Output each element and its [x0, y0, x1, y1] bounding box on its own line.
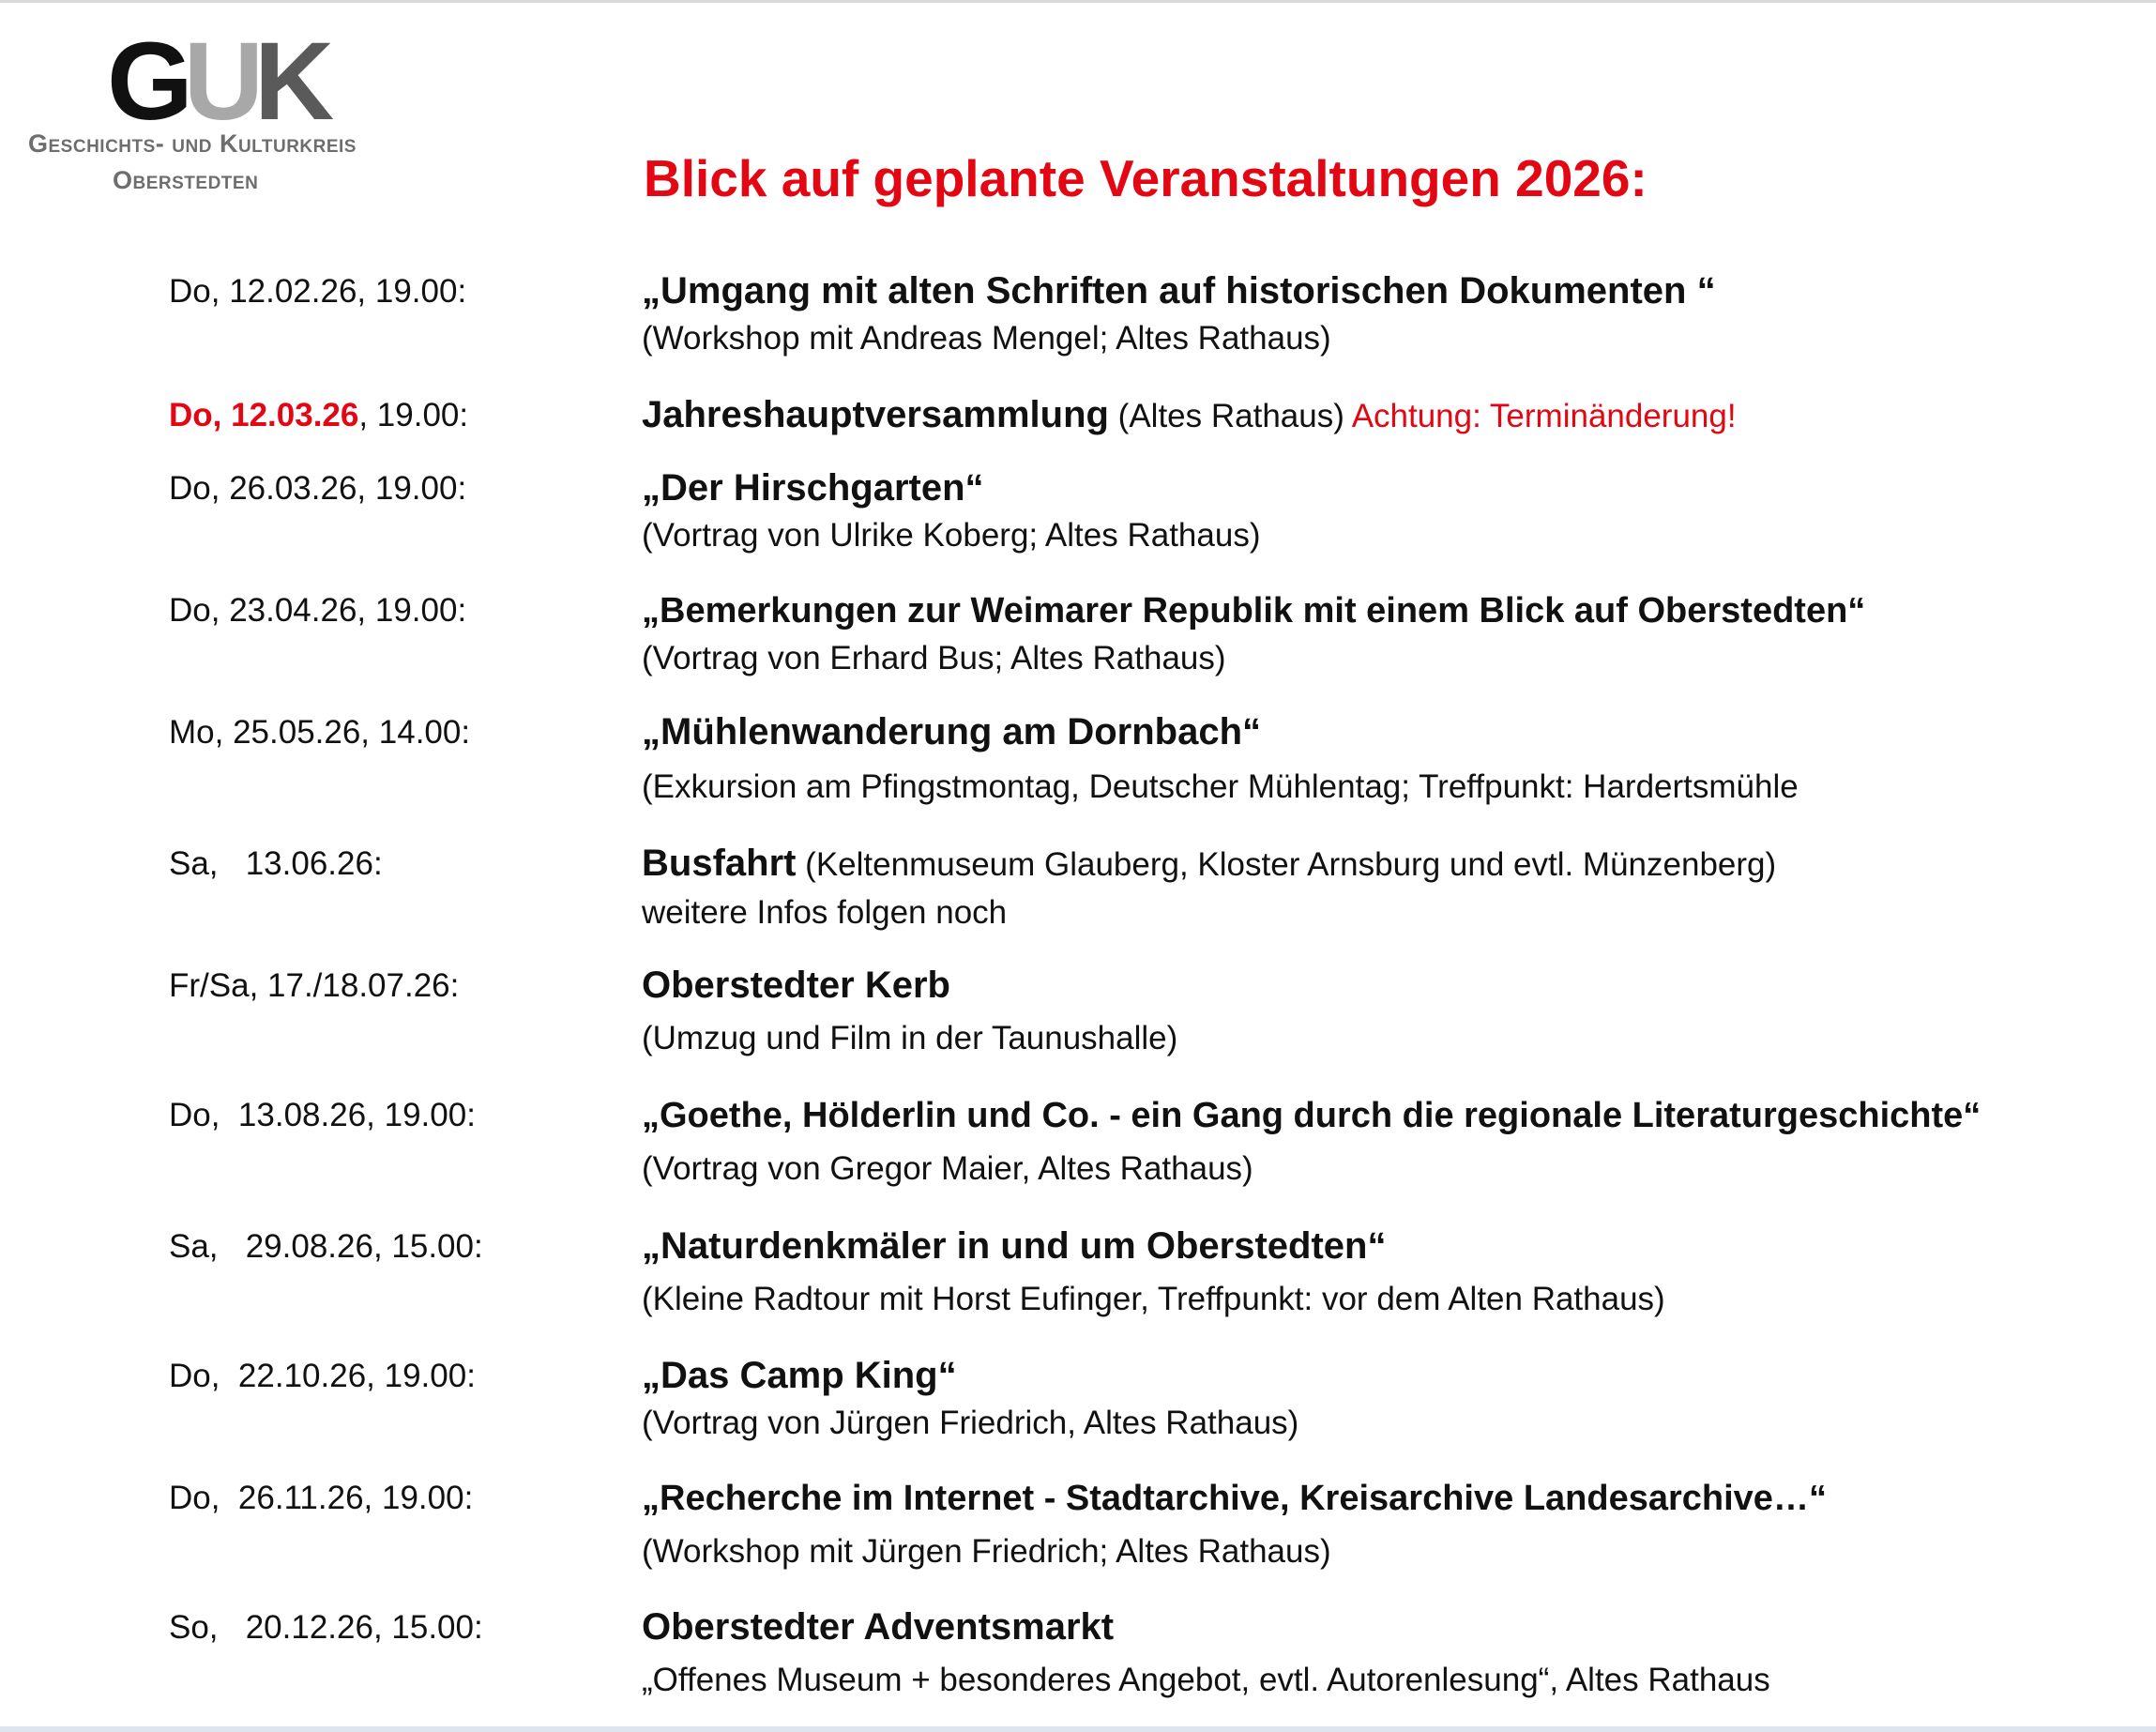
- event-detail: (Vortrag von Ulrike Koberg; Altes Rathaus): [642, 517, 1261, 554]
- event-title: Oberstedter Kerb: [642, 965, 950, 1006]
- event-detail: (Umzug und Film in der Taunushalle): [642, 1020, 1178, 1056]
- event-body: [642, 1603, 2143, 1703]
- event-title: „Naturdenkmäler in und um Oberstedten“: [642, 1225, 1387, 1267]
- event-body: [642, 586, 2143, 681]
- bottom-border: [0, 1726, 2156, 1732]
- event-date: Do, 26.11.26, 19.00:: [169, 1480, 474, 1516]
- event-heading: [642, 708, 2143, 755]
- event-title: „Mühlenwanderung am Dornbach“: [642, 711, 1262, 752]
- event-detail: (Vortrag von Gregor Maier, Altes Rathaus): [642, 1150, 1253, 1187]
- event-heading: [642, 1352, 2143, 1399]
- event-body: [642, 464, 2143, 558]
- logo-subtitle-line2: Oberstedten: [113, 166, 259, 194]
- event-heading: [642, 391, 2143, 440]
- event-date: Mo, 25.05.26, 14.00:: [169, 714, 471, 751]
- event-body: [642, 840, 2143, 935]
- event-detail: (Vortrag von Erhard Bus; Altes Rathaus): [642, 640, 1226, 676]
- event-title: „Goethe, Hölderlin und Co. - ein Gang durch die regionale Literaturgeschichte“: [642, 1096, 1981, 1135]
- event-body: [642, 391, 2143, 440]
- event-heading: [642, 840, 2143, 889]
- event-body: [642, 267, 2143, 361]
- event-title: „Der Hirschgarten“: [642, 467, 984, 509]
- event-date: [169, 393, 468, 438]
- event-detail: (Workshop mit Andreas Mengel; Altes Rathaus): [642, 320, 1331, 357]
- event-body: [642, 708, 2143, 810]
- page-title: Blick auf geplante Veranstaltungen 2026:: [644, 149, 1647, 207]
- event-date: Sa, 29.08.26, 15.00:: [169, 1228, 483, 1265]
- logo-letters: [107, 20, 326, 144]
- event-title: Jahreshauptversammlung: [642, 394, 1109, 435]
- event-date: Do, 23.04.26, 19.00:: [169, 592, 467, 629]
- event-heading: [642, 1474, 2143, 1522]
- event-heading: [642, 1603, 2143, 1650]
- event-detail: (Kleine Radtour mit Horst Eufinger, Treffpunkt: vor dem Alten Rathaus): [642, 1281, 1665, 1317]
- event-heading: [642, 267, 2143, 314]
- logo-letter-k: K: [254, 20, 326, 144]
- event-title: „Bemerkungen zur Weimarer Republik mit einem Blick auf Oberstedten“: [642, 591, 1866, 631]
- event-heading: [642, 1223, 2143, 1269]
- event-heading: [642, 586, 2143, 634]
- event-title: „Umgang mit alten Schriften auf historischen Dokumenten “: [642, 270, 1716, 311]
- event-detail: (Workshop mit Jürgen Friedrich; Altes Rathaus): [642, 1533, 1331, 1570]
- event-title: „Recherche im Internet - Stadtarchive, Kreisarchive Landesarchive…“: [642, 1479, 1827, 1518]
- event-date: Do, 26.03.26, 19.00:: [169, 470, 467, 507]
- event-date: So, 20.12.26, 15.00:: [169, 1609, 483, 1646]
- event-heading: [642, 962, 2143, 1009]
- event-title: Oberstedter Adventsmarkt: [642, 1606, 1115, 1648]
- event-body: [642, 962, 2143, 1061]
- event-date: Sa, 13.06.26:: [169, 845, 383, 882]
- event-date: Do, 13.08.26, 19.00:: [169, 1097, 476, 1133]
- guk-logo: [24, 16, 437, 204]
- event-date: Fr/Sa, 17./18.07.26:: [169, 967, 460, 1004]
- event-detail: (Exkursion am Pfingstmontag, Deutscher Mühlentag; Treffpunkt: Hardertsmühle: [642, 768, 1799, 805]
- event-date: Do, 12.02.26, 19.00:: [169, 273, 467, 310]
- event-detail: weitere Infos folgen noch: [642, 894, 1008, 931]
- logo-subtitle-line1: Geschichts- und Kulturkreis: [28, 129, 357, 158]
- event-body: [642, 1223, 2143, 1322]
- event-date-time: , 19.00:: [358, 397, 469, 433]
- event-title: Busfahrt: [642, 843, 797, 884]
- event-location: (Altes Rathaus): [1108, 398, 1352, 434]
- logo-letter-u: U: [183, 20, 255, 144]
- event-detail: „Offenes Museum + besonderes Angebot, evtl. Autorenlesung“, Altes Rathaus: [642, 1662, 1770, 1698]
- event-date-changed: Do, 12.03.26: [169, 397, 359, 433]
- logo-letter-g: G: [107, 20, 184, 144]
- event-date: Do, 22.10.26, 19.00:: [169, 1358, 476, 1394]
- event-title: „Das Camp King“: [642, 1355, 957, 1396]
- event-detail: (Vortrag von Jürgen Friedrich, Altes Rathaus): [642, 1405, 1299, 1441]
- event-body: [642, 1352, 2143, 1446]
- event-warning: Achtung: Terminänderung!: [1351, 398, 1737, 434]
- event-body: [642, 1091, 2143, 1192]
- event-location: (Keltenmuseum Glauberg, Kloster Arnsburg und evtl. Münzenberg): [796, 846, 1777, 883]
- event-body: [642, 1474, 2143, 1574]
- event-heading: [642, 1091, 2143, 1139]
- event-heading: [642, 464, 2143, 511]
